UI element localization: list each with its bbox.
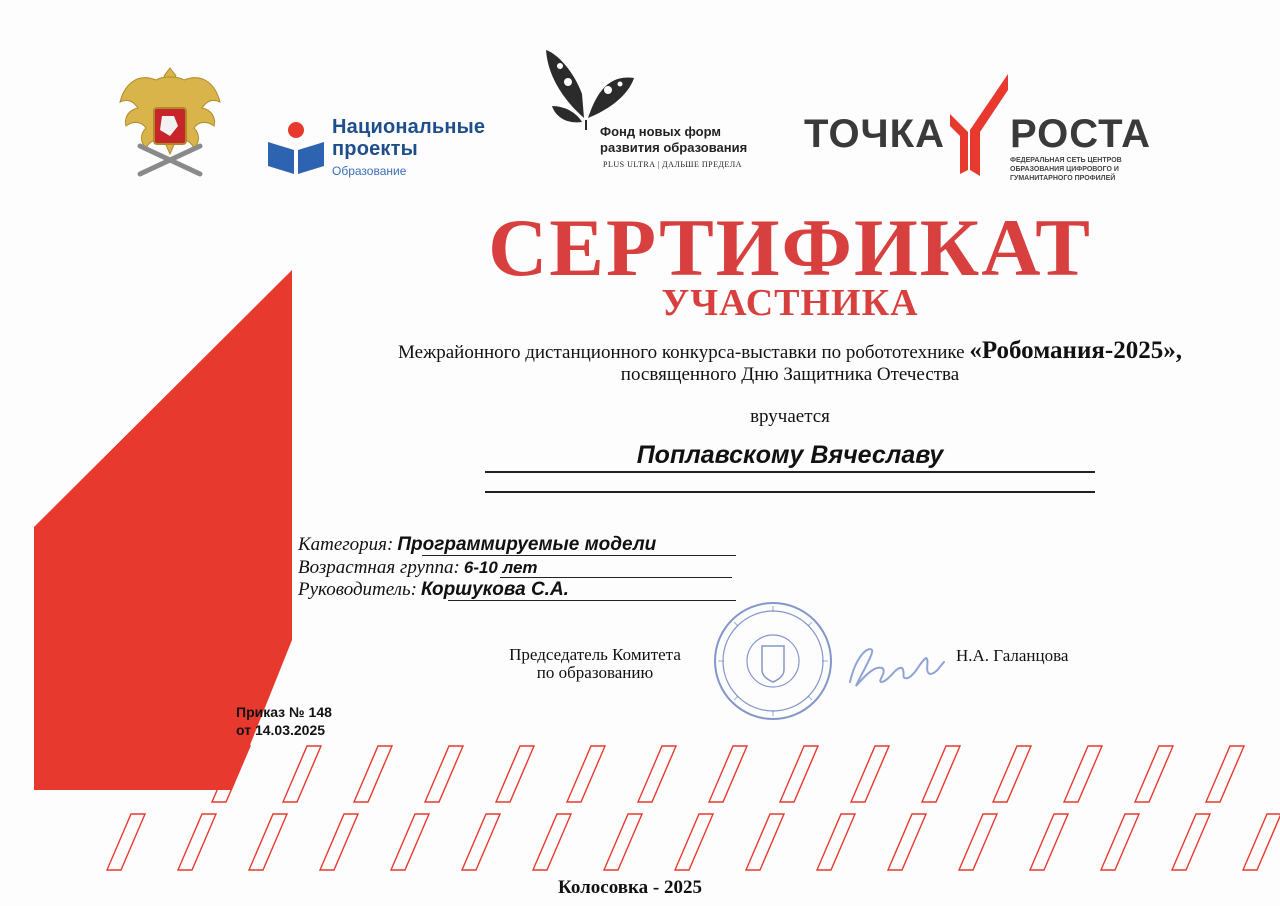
pattern-diamond <box>922 746 960 802</box>
butterfly-logo-icon <box>538 44 638 132</box>
leader-value: Коршукова С.А. <box>421 579 569 600</box>
pattern-diamond <box>212 746 250 802</box>
order-number: Приказ № 148 <box>236 704 332 720</box>
tochka-rosta-arrow-icon <box>946 70 1012 178</box>
certificate-title: СЕРТИФИКАТ <box>488 202 1092 293</box>
official-stamp-icon <box>712 600 834 722</box>
category-value: Программируемые модели <box>397 534 657 555</box>
pattern-diamond <box>178 814 216 870</box>
chair-position-line2: по образованию <box>536 663 654 682</box>
fond-name-line2: развития образования <box>600 140 748 155</box>
pattern-diamond <box>1172 814 1210 870</box>
pattern-diamond <box>604 814 642 870</box>
category-underline <box>422 555 736 556</box>
diamond-pattern <box>0 740 1280 890</box>
pattern-diamond <box>249 814 287 870</box>
pattern-diamond <box>283 746 321 802</box>
pattern-diamond <box>1064 746 1102 802</box>
pattern-diamond <box>959 814 997 870</box>
pattern-diamond <box>851 746 889 802</box>
pattern-diamond <box>780 746 818 802</box>
pattern-diamond <box>709 746 747 802</box>
fond-name-line1: Фонд новых форм <box>600 124 722 139</box>
pattern-diamond <box>1243 814 1280 870</box>
pattern-diamond <box>320 814 358 870</box>
national-projects-title <box>332 116 485 160</box>
leader-row <box>298 579 569 601</box>
recipient-underline-2 <box>485 491 1095 493</box>
leader-underline <box>448 600 736 601</box>
signer-name: Н.А. Галанцова <box>956 646 1069 665</box>
ministry-emblem-icon <box>116 62 224 184</box>
pattern-diamond <box>567 746 605 802</box>
pattern-diamond <box>107 814 145 870</box>
certificate-subtitle: УЧАСТНИКА <box>661 282 919 324</box>
age-row <box>298 557 538 579</box>
category-label: Категория: <box>298 534 394 555</box>
pattern-diamond <box>888 814 926 870</box>
leader-label: Руководитель: <box>298 579 418 600</box>
fond-name <box>600 124 780 156</box>
contest-name: «Робомания-2025», <box>969 337 1182 364</box>
pattern-diamond <box>391 814 429 870</box>
pattern-diamond <box>462 814 500 870</box>
pattern-diamond <box>425 746 463 802</box>
pattern-diamond <box>1206 746 1244 802</box>
pattern-diamond <box>746 814 784 870</box>
tochka-rosta-word2: РОСТА <box>1010 112 1151 156</box>
national-projects-book-icon <box>266 120 326 176</box>
pattern-diamond <box>675 814 713 870</box>
signature-scribble-icon <box>846 636 946 696</box>
category-row <box>298 534 656 556</box>
recipient-underline-1 <box>485 471 1095 473</box>
recipient-name: Поплавскому Вячеславу <box>636 441 944 469</box>
national-projects-subtitle: Образование <box>332 164 407 178</box>
age-label: Возрастная группа: <box>298 557 460 578</box>
pattern-diamond <box>354 746 392 802</box>
np-title-line2: проекты <box>332 138 418 160</box>
np-title-line1: Национальные <box>332 116 486 138</box>
tochka-rosta-word1: ТОЧКА <box>804 112 945 156</box>
description-line2: посвященного Дню Защитника Отечества <box>620 364 960 385</box>
pattern-diamond <box>638 746 676 802</box>
order-info <box>236 703 332 739</box>
fond-tagline: PLUS ULTRA | ДАЛЬШЕ ПРЕДЕЛА <box>603 160 742 169</box>
age-underline <box>500 577 732 578</box>
pattern-diamond <box>496 746 534 802</box>
contest-description <box>300 337 1280 386</box>
pattern-diamond <box>1135 746 1173 802</box>
footer-place-year: Колосовка - 2025 <box>558 877 702 898</box>
chair-position-line1: Председатель Комитета <box>509 645 681 664</box>
description-prefix: Межрайонного дистанционного конкурса-выставки по робототехнике <box>398 342 970 363</box>
pattern-diamond <box>993 746 1031 802</box>
awarded-text: вручается <box>750 406 830 427</box>
pattern-diamond <box>1030 814 1068 870</box>
pattern-diamond <box>817 814 855 870</box>
tochka-rosta-caption: ФЕДЕРАЛЬНАЯ СЕТЬ ЦЕНТРОВ ОБРАЗОВАНИЯ ЦИФРОВОГО И ГУМАНИТАРНОГО ПРОФИЛЕЙ <box>1010 157 1122 182</box>
pattern-diamond <box>533 814 571 870</box>
order-date: от 14.03.2025 <box>236 722 326 738</box>
chair-position <box>470 646 720 682</box>
age-value: 6-10 лет <box>463 558 538 577</box>
pattern-diamond <box>1101 814 1139 870</box>
